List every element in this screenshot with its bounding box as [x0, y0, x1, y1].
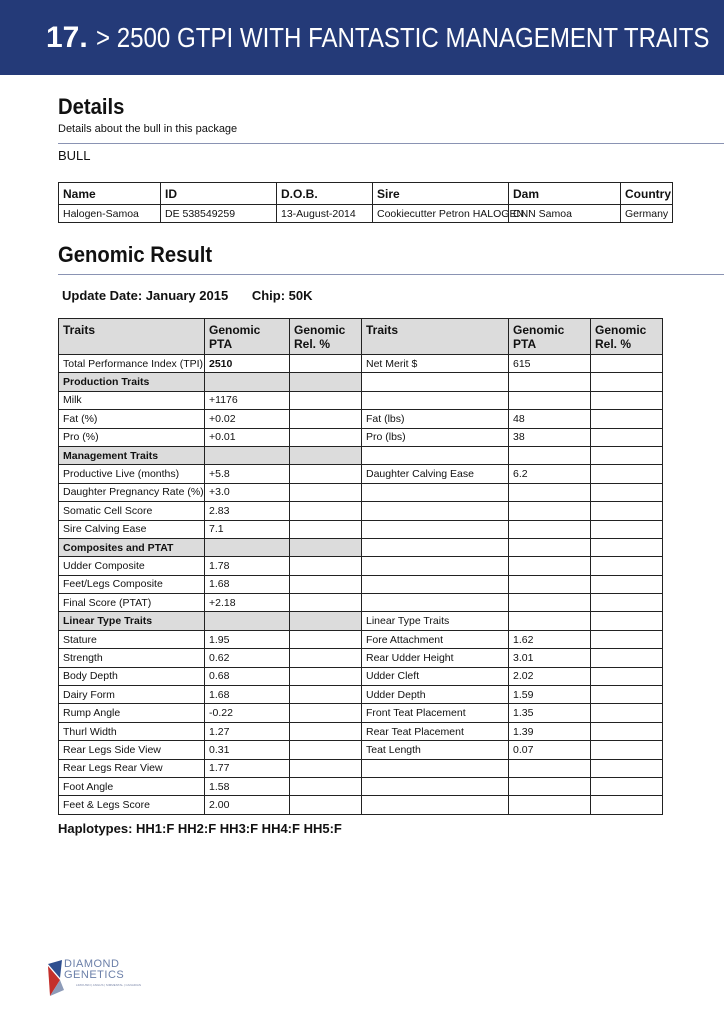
genomic-rel [591, 557, 663, 575]
genomic-pta [205, 446, 290, 464]
genomic-pta [205, 612, 290, 630]
trait-name: Fat (lbs) [362, 410, 509, 428]
table-row [59, 630, 663, 648]
genomic-pta: 0.68 [205, 667, 290, 685]
genomic-rel [290, 428, 362, 446]
table-row [59, 759, 663, 777]
genomic-pta: +1176 [205, 391, 290, 409]
trait-name: Rump Angle [59, 704, 205, 722]
bull-info-table [58, 182, 673, 223]
genomic-meta [62, 288, 312, 303]
genomic-rel [290, 520, 362, 538]
genomic-pta [509, 391, 591, 409]
genomic-rel [591, 391, 663, 409]
page-title: > 2500 GTPI WITH FANTASTIC MANAGEMENT TRAITS [95, 21, 710, 53]
col-traits-right: Traits [362, 319, 509, 355]
genomic-pta: 1.78 [205, 557, 290, 575]
genomic-rel [591, 502, 663, 520]
update-date: Update Date: January 2015 [62, 288, 229, 303]
genomic-rel [591, 722, 663, 740]
genomic-pta [509, 520, 591, 538]
genomic-rel [290, 410, 362, 428]
genomic-pta: 38 [509, 428, 591, 446]
genomic-divider [58, 274, 724, 275]
genomic-rel [290, 373, 362, 391]
genomic-pta: 6.2 [509, 465, 591, 483]
bull-col-name: Name [59, 183, 161, 205]
trait-name: Udder Composite [59, 557, 205, 575]
genomic-table-header-row [59, 319, 663, 355]
genomic-pta: +5.8 [205, 465, 290, 483]
trait-name: Linear Type Traits [59, 612, 205, 630]
table-row [59, 391, 663, 409]
genomic-rel [591, 704, 663, 722]
genomic-rel [591, 538, 663, 556]
genomic-pta [509, 538, 591, 556]
bull-country: Germany [621, 205, 673, 223]
table-row [59, 594, 663, 612]
trait-name: Net Merit $ [362, 355, 509, 373]
trait-name: Feet/Legs Composite [59, 575, 205, 593]
genomic-pta: 1.68 [205, 686, 290, 704]
genomic-rel [290, 538, 362, 556]
genomic-rel [290, 667, 362, 685]
genomic-pta: 0.07 [509, 741, 591, 759]
trait-name: Body Depth [59, 667, 205, 685]
genomic-rel [290, 722, 362, 740]
genomic-rel [591, 630, 663, 648]
table-row [59, 410, 663, 428]
genomic-rel [591, 355, 663, 373]
bull-label: BULL [58, 148, 91, 163]
table-row [59, 428, 663, 446]
trait-name: Udder Cleft [362, 667, 509, 685]
table-row [59, 796, 663, 814]
genomic-results-table [58, 318, 663, 815]
bull-col-dob: D.O.B. [277, 183, 373, 205]
logo-tagline: LIMOUSIN | ANGUS | SIMMENTAL | CANADIAN [76, 983, 142, 987]
genomic-rel [591, 686, 663, 704]
trait-name: Dairy Form [59, 686, 205, 704]
genomic-rel [290, 630, 362, 648]
genomic-rel [290, 355, 362, 373]
bull-col-country: Country [621, 183, 673, 205]
genomic-rel [591, 483, 663, 501]
section-number: 17. [46, 20, 88, 54]
trait-name [362, 483, 509, 501]
genomic-rel [290, 759, 362, 777]
trait-name [362, 446, 509, 464]
bull-name: Halogen-Samoa [59, 205, 161, 223]
genomic-pta: 1.39 [509, 722, 591, 740]
genomic-pta: 0.31 [205, 741, 290, 759]
trait-name [362, 594, 509, 612]
genomic-rel [290, 502, 362, 520]
trait-name: Sire Calving Ease [59, 520, 205, 538]
genomic-rel [290, 796, 362, 814]
genomic-pta: 2.00 [205, 796, 290, 814]
table-row [59, 557, 663, 575]
bull-id: DE 538549259 [161, 205, 277, 223]
genomic-rel [591, 594, 663, 612]
col-traits-left: Traits [59, 319, 205, 355]
trait-name: Production Traits [59, 373, 205, 391]
trait-name: Udder Depth [362, 686, 509, 704]
trait-name: Feet & Legs Score [59, 796, 205, 814]
trait-name: Pro (%) [59, 428, 205, 446]
genomic-pta: +3.0 [205, 483, 290, 501]
genomic-pta: +0.02 [205, 410, 290, 428]
genomic-rel [591, 373, 663, 391]
trait-name: Pro (lbs) [362, 428, 509, 446]
table-row [59, 520, 663, 538]
trait-name: Rear Legs Side View [59, 741, 205, 759]
trait-name: Daughter Calving Ease [362, 465, 509, 483]
trait-name: Total Performance Index (TPI) [59, 355, 205, 373]
genomic-pta: -0.22 [205, 704, 290, 722]
genomic-rel [290, 575, 362, 593]
genomic-pta [509, 446, 591, 464]
trait-name: Fore Attachment [362, 630, 509, 648]
genomic-pta [509, 594, 591, 612]
table-row [59, 667, 663, 685]
genomic-pta: 1.27 [205, 722, 290, 740]
genomic-pta: 0.62 [205, 649, 290, 667]
trait-name: Rear Legs Rear View [59, 759, 205, 777]
details-divider [58, 143, 724, 144]
table-row [59, 502, 663, 520]
page-header-banner [0, 0, 724, 75]
genomic-rel [591, 667, 663, 685]
trait-name: Stature [59, 630, 205, 648]
trait-name: Linear Type Traits [362, 612, 509, 630]
genomic-rel [290, 777, 362, 795]
table-row [59, 483, 663, 501]
genomic-pta: 1.59 [509, 686, 591, 704]
bull-table-header-row [59, 183, 673, 205]
genomic-pta: 1.77 [205, 759, 290, 777]
genomic-pta: 2.02 [509, 667, 591, 685]
table-row [59, 777, 663, 795]
genomic-pta: 48 [509, 410, 591, 428]
table-section-row [59, 373, 663, 391]
haplotypes: Haplotypes: HH1:F HH2:F HH3:F HH4:F HH5:F [58, 821, 342, 836]
trait-name: Rear Udder Height [362, 649, 509, 667]
trait-name: Final Score (PTAT) [59, 594, 205, 612]
genomic-pta: 1.62 [509, 630, 591, 648]
genomic-rel [591, 649, 663, 667]
genomic-rel [591, 759, 663, 777]
genomic-rel [591, 796, 663, 814]
genomic-rel [290, 686, 362, 704]
trait-name: Somatic Cell Score [59, 502, 205, 520]
genomic-rel [591, 741, 663, 759]
bull-sire: Cookiecutter Petron HALOGEN [373, 205, 509, 223]
table-row [59, 686, 663, 704]
genomic-pta: 1.58 [205, 777, 290, 795]
genomic-rel [591, 520, 663, 538]
trait-name: Productive Live (months) [59, 465, 205, 483]
trait-name [362, 538, 509, 556]
genomic-pta: 1.35 [509, 704, 591, 722]
trait-name [362, 759, 509, 777]
logo-text-diamond: DIAMOND [64, 958, 120, 970]
trait-name [362, 502, 509, 520]
genomic-rel [290, 483, 362, 501]
trait-name: Foot Angle [59, 777, 205, 795]
chip-type: Chip: 50K [251, 288, 313, 303]
col-rel-left: Genomic Rel. % [290, 319, 362, 355]
table-row [59, 704, 663, 722]
col-rel-right: Genomic Rel. % [591, 319, 663, 355]
genomic-pta [509, 373, 591, 391]
trait-name [362, 391, 509, 409]
genomic-pta [509, 575, 591, 593]
details-heading: Details [58, 94, 125, 119]
bull-dob: 13-August-2014 [277, 205, 373, 223]
genomic-rel [290, 557, 362, 575]
genomic-rel [591, 465, 663, 483]
genomic-pta: 1.95 [205, 630, 290, 648]
genomic-pta: 615 [509, 355, 591, 373]
genomic-rel [290, 704, 362, 722]
trait-name: Management Traits [59, 446, 205, 464]
bull-table-row [59, 205, 673, 223]
trait-name [362, 575, 509, 593]
genomic-pta [509, 612, 591, 630]
genomic-rel [290, 741, 362, 759]
genomic-rel [290, 612, 362, 630]
genomic-pta: 7.1 [205, 520, 290, 538]
trait-name: Fat (%) [59, 410, 205, 428]
genomic-pta: 2510 [205, 355, 290, 373]
trait-name [362, 373, 509, 391]
genomic-pta [509, 796, 591, 814]
bull-col-id: ID [161, 183, 277, 205]
details-subtitle: Details about the bull in this package [58, 123, 238, 135]
trait-name: Front Teat Placement [362, 704, 509, 722]
table-section-row [59, 446, 663, 464]
genomic-pta: +2.18 [205, 594, 290, 612]
genomic-pta: +0.01 [205, 428, 290, 446]
bull-dam: CNN Samoa [509, 205, 621, 223]
genomic-pta: 2.83 [205, 502, 290, 520]
table-row [59, 355, 663, 373]
genomic-rel [591, 428, 663, 446]
bull-col-sire: Sire [373, 183, 509, 205]
genomic-rel [591, 612, 663, 630]
trait-name: Daughter Pregnancy Rate (%) [59, 483, 205, 501]
col-pta-right: Genomic PTA [509, 319, 591, 355]
genomic-pta: 1.68 [205, 575, 290, 593]
genomic-pta [205, 538, 290, 556]
genomic-pta [509, 777, 591, 795]
table-row [59, 722, 663, 740]
col-pta-left: Genomic PTA [205, 319, 290, 355]
genomic-rel [591, 777, 663, 795]
table-row [59, 741, 663, 759]
trait-name: Rear Teat Placement [362, 722, 509, 740]
bull-col-dam: Dam [509, 183, 621, 205]
genomic-rel [290, 465, 362, 483]
genomic-pta: 3.01 [509, 649, 591, 667]
table-row [59, 649, 663, 667]
genomic-rel [591, 446, 663, 464]
genomic-pta [509, 759, 591, 777]
genomic-pta [509, 502, 591, 520]
genomic-pta [205, 373, 290, 391]
trait-name: Composites and PTAT [59, 538, 205, 556]
table-section-row [59, 538, 663, 556]
genomic-rel [290, 391, 362, 409]
genomic-rel [290, 594, 362, 612]
trait-name [362, 796, 509, 814]
genomic-heading: Genomic Result [58, 242, 213, 267]
trait-name: Strength [59, 649, 205, 667]
genomic-rel [290, 649, 362, 667]
table-section-row [59, 612, 663, 630]
trait-name: Teat Length [362, 741, 509, 759]
trait-name [362, 557, 509, 575]
genomic-rel [591, 410, 663, 428]
trait-name: Milk [59, 391, 205, 409]
genomic-rel [591, 575, 663, 593]
table-row [59, 465, 663, 483]
trait-name: Thurl Width [59, 722, 205, 740]
genomic-rel [290, 446, 362, 464]
trait-name [362, 777, 509, 795]
table-row [59, 575, 663, 593]
logo-text-genetics: GENETICS [64, 969, 125, 981]
genomic-pta [509, 483, 591, 501]
trait-name [362, 520, 509, 538]
genomic-pta [509, 557, 591, 575]
